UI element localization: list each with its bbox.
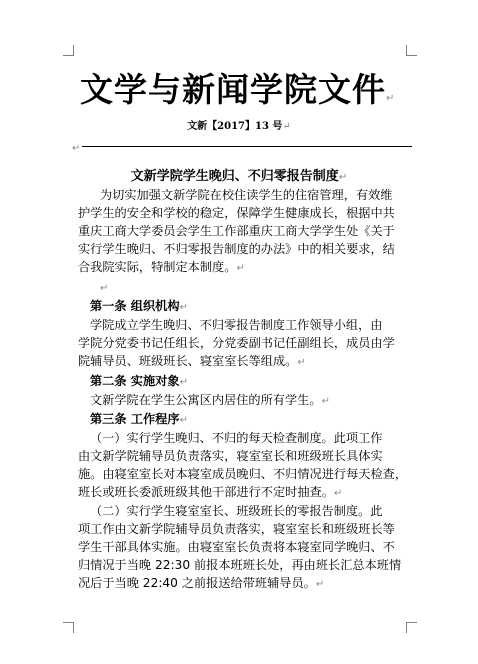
article-3-line: 况后于当晚 22:40 之前报送给带班辅导员。↵ xyxy=(78,576,325,590)
article-1-title: 第一条 组织机构↵ xyxy=(90,299,188,313)
article-3-title: 第三条 工作程序↵ xyxy=(90,412,188,426)
article-1-line: 院辅导员、班级班长、寝室室长等组成。↵ xyxy=(78,354,306,368)
paragraph-mark: ↵ xyxy=(72,143,81,154)
article-3-line: 由文新学院辅导员负责落实，寝室室长和班级班长具体实 xyxy=(78,449,383,463)
article-3-line: （二）实行学生寝室室长、班级班长的零报告制度。此 xyxy=(90,504,383,518)
document-number: 文新【2017】13 号↵ xyxy=(187,121,291,132)
article-2-line: 文新学院在学生公寓区内居住的所有学生。↵ xyxy=(90,393,330,407)
crop-mark-bottom-left xyxy=(63,622,74,633)
article-3-line: 项工作由文新学院辅导员负责落实，寝室室长和班级班长等 xyxy=(78,522,395,536)
crop-mark-bottom-right xyxy=(406,622,417,633)
article-2-title: 第二条 实施对象↵ xyxy=(90,374,188,388)
article-3-line: 施。由寝室室长对本寝室成员晚归、不归情况进行每天检查， xyxy=(78,467,408,481)
paragraph-mark: ↵ xyxy=(100,283,109,294)
crop-mark-top-left xyxy=(63,45,74,56)
intro-line: 实行学生晚归、不归零报告制度的办法》中的相关要求，结 xyxy=(78,242,395,256)
article-3-line: （一）实行学生晚归、不归的每天检查制度。此项工作 xyxy=(90,431,383,445)
header-rule xyxy=(82,146,412,147)
article-1-line: 学院成立学生晚归、不归零报告制度工作领导小组，由 xyxy=(90,318,383,332)
article-3-line: 班长或班长委派班级其他干部进行不定时抽查。↵ xyxy=(78,485,343,499)
regulation-title: 文新学院学生晚归、不归零报告制度↵ xyxy=(130,169,348,184)
document-head-title: 文学与新闻学院文件↵ xyxy=(80,70,396,109)
crop-mark-top-right xyxy=(406,45,417,56)
article-3-line: 学生干部具体实施。由寝室室长负责将本寝室同学晚归、不 xyxy=(78,540,395,554)
article-3-line: 归情况于当晚 22:30 前报本班班长处，再由班长汇总本班情 xyxy=(78,558,402,572)
intro-line: 为切实加强文新学院在校住读学生的住宿管理，有效维 xyxy=(100,188,393,202)
article-1-line: 学院分党委书记任组长，分党委副书记任副组长，成员由学 xyxy=(78,336,395,350)
intro-line: 重庆工商大学委员会学生工作部重庆工商大学学生处《关于 xyxy=(78,224,395,238)
intro-line: 护学生的安全和学校的稳定，保障学生健康成长，根据中共 xyxy=(78,206,395,220)
intro-line: 合我院实际，特制定本制度。↵ xyxy=(78,260,245,274)
